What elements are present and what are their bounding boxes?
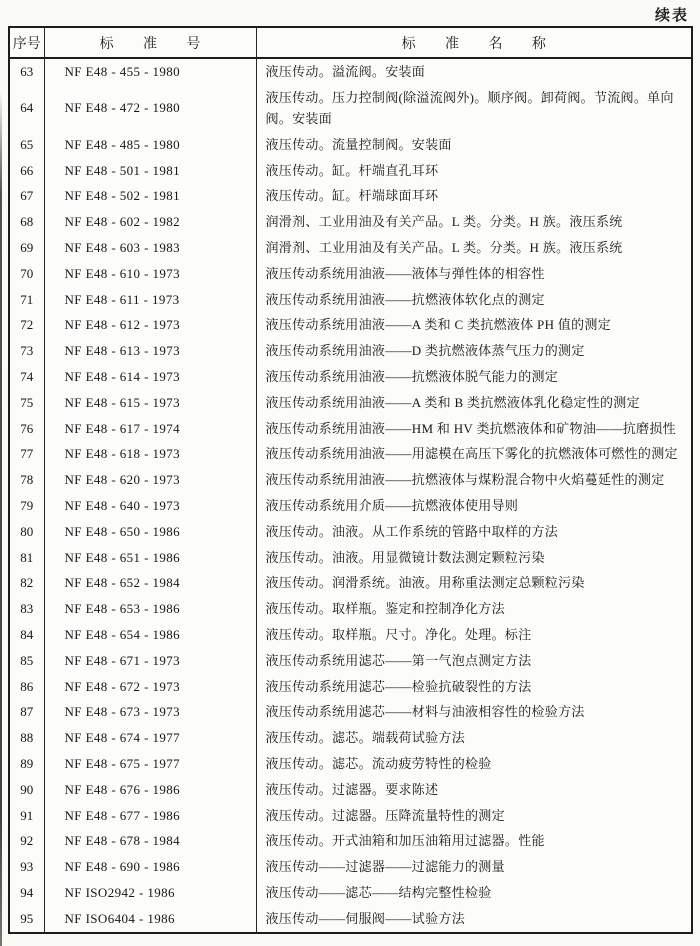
table-row [9,777,692,803]
row-standard-number: NF E48 - 455 - 1980 [44,58,256,85]
table-row [9,674,692,700]
scan-edge-shadow [0,90,2,946]
row-standard-number: NF E48 - 620 - 1973 [44,467,256,493]
row-standard-name: 液压传动系统用油液——HM 和 HV 类抗燃液体和矿物油——抗磨损性 [256,416,692,442]
row-standard-number: NF E48 - 690 - 1986 [44,854,256,880]
row-serial-number: 87 [20,704,34,720]
row-serial-number: 77 [20,446,34,462]
row-standard-number: NF E48 - 603 - 1983 [44,235,256,261]
row-serial-number: 86 [20,678,34,694]
row-standard-name: 液压传动系统用油液——A 类和 C 类抗燃液体 PH 值的测定 [256,312,692,338]
row-serial-number: 70 [20,265,34,281]
table-row [9,364,692,390]
row-serial-number: 84 [20,626,34,642]
row-standard-name: 液压传动系统用油液——用滤模在高压下雾化的抗燃液体可燃性的测定 [256,441,692,467]
row-serial-number: 93 [20,859,34,875]
row-standard-number: NF E48 - 602 - 1982 [44,209,256,235]
row-standard-name: 液压传动系统用油液——液体与弹性体的相容性 [256,261,692,287]
table-row [9,58,692,85]
table-row [9,493,692,519]
row-standard-number: NF E48 - 613 - 1973 [44,338,256,364]
row-serial-number: 78 [20,472,34,488]
row-standard-name: 液压传动系统用油液——抗燃液体软化点的测定 [256,287,692,313]
table-row [9,132,692,158]
row-serial-number: 65 [20,136,34,152]
row-standard-name: 液压传动系统用油液——抗燃液体与煤粉混合物中火焰蔓延性的测定 [256,467,692,493]
row-standard-name: 液压传动。润滑系统。油液。用称重法测定总颗粒污染 [256,570,692,596]
row-standard-name: 液压传动。滤芯。流动疲劳特性的检验 [256,751,692,777]
row-standard-number: NF E48 - 652 - 1984 [44,570,256,596]
row-standard-name: 液压传动系统用油液——抗燃液体脱气能力的测定 [256,364,692,390]
header-row [9,27,692,58]
row-serial-number: 68 [20,214,34,230]
row-standard-name: 液压传动系统用介质——抗燃液体使用导则 [256,493,692,519]
row-serial-number: 73 [20,343,34,359]
row-serial-number: 79 [20,497,34,513]
table-row [9,596,692,622]
row-serial-number: 72 [20,317,34,333]
row-serial-number: 67 [20,188,34,204]
row-standard-name: 液压传动。流量控制阀。安装面 [256,132,692,158]
table-row [9,183,692,209]
row-serial-number: 95 [20,910,34,926]
table-row [9,235,692,261]
row-standard-number: NF E48 - 678 - 1984 [44,828,256,854]
row-serial-number: 75 [20,394,34,410]
header-standard-number [44,27,256,58]
header-standard-number-label: 标准号 [99,36,230,52]
row-standard-number: NF E48 - 615 - 1973 [44,390,256,416]
row-serial-number: 91 [20,807,34,823]
row-standard-name: 液压传动。缸。杆端直孔耳环 [256,158,692,184]
table-row [9,467,692,493]
row-standard-number: NF E48 - 501 - 1981 [44,158,256,184]
row-standard-number: NF E48 - 485 - 1980 [44,132,256,158]
standards-table [8,26,693,934]
row-serial-number: 74 [20,368,34,384]
header-serial-number [9,27,44,58]
table-row [9,338,692,364]
table-row [9,699,692,725]
row-standard-number: NF ISO6404 - 1986 [44,906,256,933]
row-standard-name: 液压传动——过滤器——过滤能力的测量 [256,854,692,880]
header-standard-name [256,27,692,58]
row-standard-name: 液压传动——伺服阀——试验方法 [256,906,692,933]
table-row [9,390,692,416]
row-standard-name: 液压传动系统用油液——A 类和 B 类抗燃液体乳化稳定性的测定 [256,390,692,416]
row-standard-name: 润滑剂、工业用油及有关产品。L 类。分类。H 族。液压系统 [256,235,692,261]
table-row [9,622,692,648]
row-standard-name: 液压传动。压力控制阀(除溢流阀外)。顺序阀。卸荷阀。节流阀。单向阀。安装面 [256,85,692,132]
table-row [9,416,692,442]
table-row [9,312,692,338]
row-standard-number: NF E48 - 472 - 1980 [44,85,256,132]
row-standard-number: NF E48 - 617 - 1974 [44,416,256,442]
row-standard-number: NF E48 - 650 - 1986 [44,519,256,545]
row-serial-number: 66 [20,162,34,178]
row-standard-name: 液压传动。过滤器。要求陈述 [256,777,692,803]
row-standard-name: 液压传动系统用滤芯——第一气泡点测定方法 [256,648,692,674]
table-row [9,854,692,880]
table-row [9,803,692,829]
row-standard-number: NF E48 - 610 - 1973 [44,261,256,287]
table-row [9,158,692,184]
row-serial-number: 92 [20,833,34,849]
table-row [9,209,692,235]
table-header [9,27,692,58]
row-serial-number: 94 [20,884,34,900]
row-standard-number: NF E48 - 677 - 1986 [44,803,256,829]
row-serial-number: 76 [20,420,34,436]
row-standard-number: NF E48 - 673 - 1973 [44,699,256,725]
row-serial-number: 89 [20,755,34,771]
row-standard-number: NF E48 - 675 - 1977 [44,751,256,777]
table-row [9,751,692,777]
row-standard-name: 液压传动。滤芯。端载荷试验方法 [256,725,692,751]
header-serial-number-label: 序号 [12,36,41,52]
row-standard-number: NF E48 - 502 - 1981 [44,183,256,209]
table-body [9,58,692,933]
row-serial-number: 69 [20,239,34,255]
row-standard-number: NF E48 - 640 - 1973 [44,493,256,519]
table-row [9,261,692,287]
row-standard-name: 液压传动。取样瓶。鉴定和控制净化方法 [256,596,692,622]
row-standard-number: NF E48 - 611 - 1973 [44,287,256,313]
row-standard-number: NF E48 - 614 - 1973 [44,364,256,390]
row-standard-name: 液压传动。溢流阀。安装面 [256,58,692,85]
row-serial-number: 82 [20,575,34,591]
row-standard-name: 液压传动。油液。从工作系统的管路中取样的方法 [256,519,692,545]
row-serial-number: 88 [20,730,34,746]
row-standard-name: 液压传动。过滤器。压降流量特性的测定 [256,803,692,829]
header-standard-name-label: 标准名称 [401,36,576,52]
table-row [9,906,692,933]
table-row [9,725,692,751]
row-serial-number: 71 [20,291,34,307]
row-serial-number: 90 [20,781,34,797]
row-standard-number: NF E48 - 618 - 1973 [44,441,256,467]
table-row [9,85,692,132]
row-standard-name: 液压传动系统用油液——D 类抗燃液体蒸气压力的测定 [256,338,692,364]
row-standard-number: NF E48 - 674 - 1977 [44,725,256,751]
table-row [9,545,692,571]
row-standard-name: 液压传动——滤芯——结构完整性检验 [256,880,692,906]
table-row [9,570,692,596]
row-serial-number: 63 [20,64,34,79]
table-row [9,519,692,545]
table-row [9,441,692,467]
row-standard-name: 液压传动系统用滤芯——材料与油液相容性的检验方法 [256,699,692,725]
table-row [9,648,692,674]
continued-table-label: 续表 [654,8,689,24]
row-standard-number: NF E48 - 672 - 1973 [44,674,256,700]
row-serial-number: 80 [20,523,34,539]
row-standard-number: NF E48 - 676 - 1986 [44,777,256,803]
row-serial-number: 83 [20,601,34,617]
table-row [9,828,692,854]
row-standard-number: NF ISO2942 - 1986 [44,880,256,906]
row-standard-name: 液压传动。缸。杆端球面耳环 [256,183,692,209]
row-standard-name: 液压传动系统用滤芯——检验抗破裂性的方法 [256,674,692,700]
row-standard-number: NF E48 - 651 - 1986 [44,545,256,571]
row-serial-number: 64 [20,100,34,116]
row-standard-name: 液压传动。开式油箱和加压油箱用过滤器。性能 [256,828,692,854]
row-standard-number: NF E48 - 654 - 1986 [44,622,256,648]
table-row [9,287,692,313]
row-serial-number: 85 [20,652,34,668]
table-row [9,880,692,906]
row-standard-number: NF E48 - 653 - 1986 [44,596,256,622]
row-standard-number: NF E48 - 612 - 1973 [44,312,256,338]
row-standard-number: NF E48 - 671 - 1973 [44,648,256,674]
row-serial-number: 81 [20,549,34,565]
row-standard-name: 润滑剂、工业用油及有关产品。L 类。分类。H 族。液压系统 [256,209,692,235]
row-standard-name: 液压传动。取样瓶。尺寸。净化。处理。标注 [256,622,692,648]
row-standard-name: 液压传动。油液。用显微镜计数法测定颗粒污染 [256,545,692,571]
